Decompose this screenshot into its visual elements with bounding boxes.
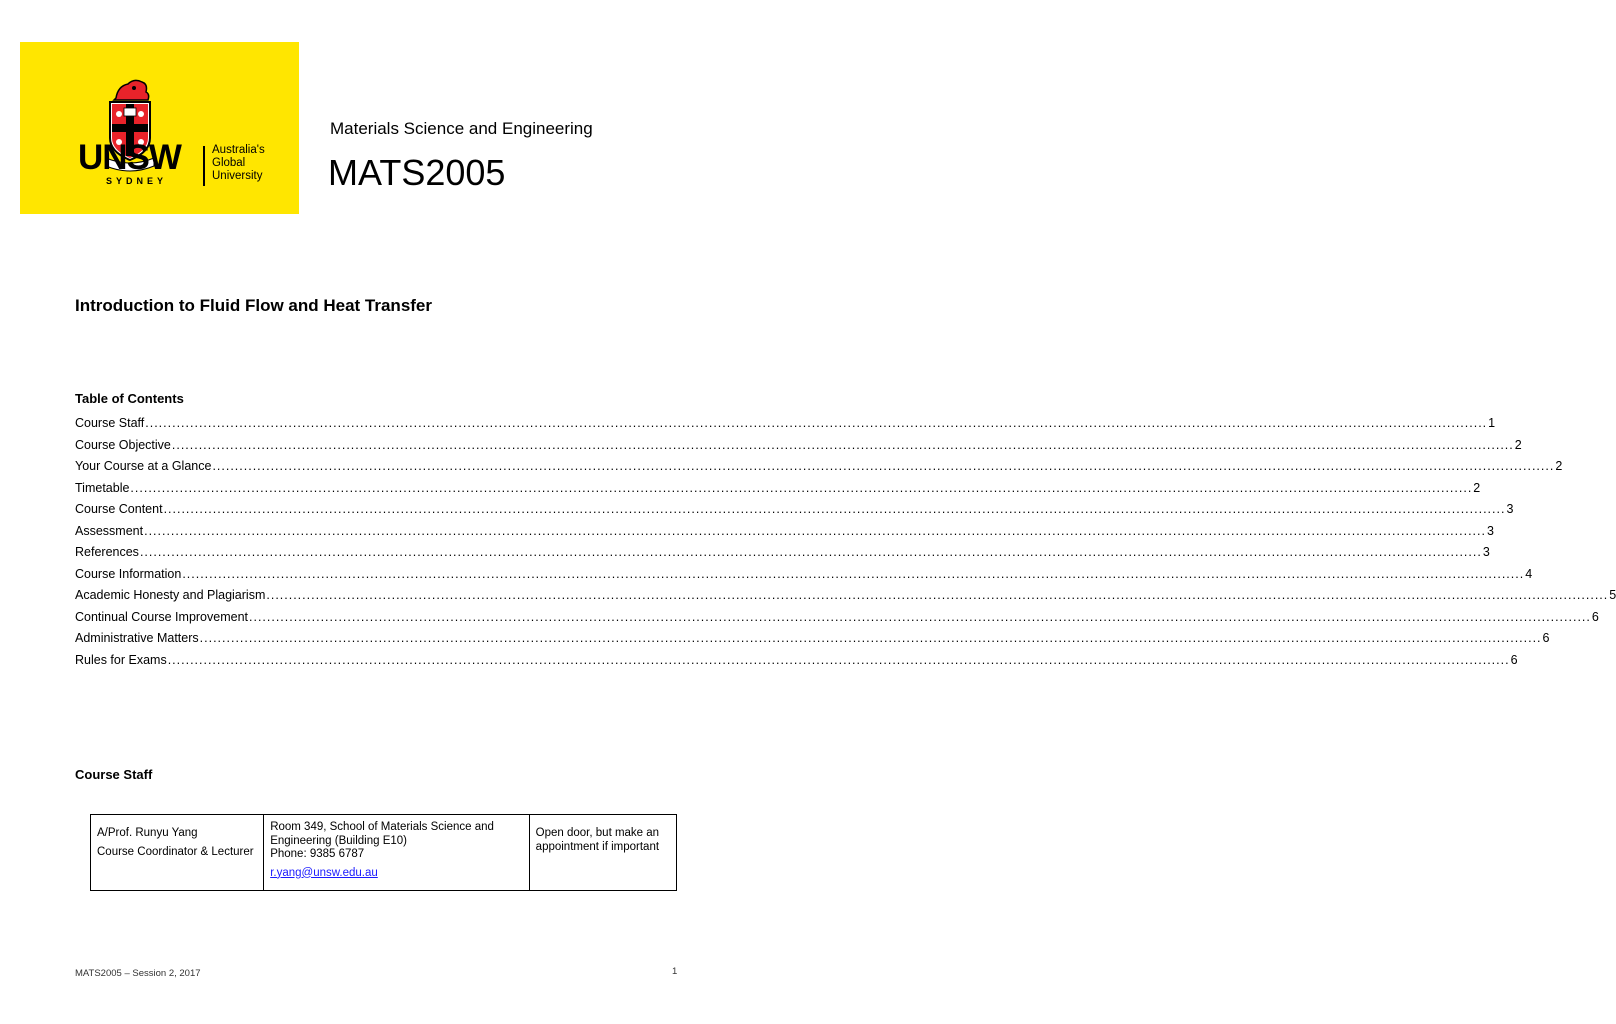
toc-entry-label: Assessment [75, 523, 144, 538]
toc-leader-dots: ............................................................................................................................................................................................................................................................................................................ [199, 631, 1542, 645]
toc-leader-dots: ............................................................................................................................................................................................................................................................................................................ [171, 437, 1514, 452]
toc-entry-page: 3 [1506, 502, 1514, 516]
toc-entry-label: Course Information [75, 566, 182, 581]
toc-entry-page: 6 [1542, 631, 1550, 645]
toc-entry[interactable] [75, 499, 1514, 521]
toc-entry[interactable] [75, 564, 1533, 586]
footer-course-session: MATS2005 – Session 2, 2017 [75, 968, 201, 979]
course-staff-heading: Course Staff [75, 767, 153, 782]
toc-entry-label: Academic Honesty and Plagiarism [75, 588, 266, 602]
toc-leader-dots: ............................................................................................................................................................................................................................................................................................................ [266, 588, 1609, 602]
logo-divider [203, 146, 205, 186]
table-row [91, 815, 677, 891]
toc-entry[interactable] [75, 435, 1522, 457]
staff-phone: Phone: 9385 6787 [270, 848, 365, 860]
toc-entry[interactable] [75, 542, 1490, 564]
staff-name-cell [91, 815, 264, 891]
toc-entry-label: References [75, 545, 139, 559]
consultation-cell [529, 815, 676, 891]
toc-entry-label: Course Objective [75, 437, 171, 452]
toc-entry-page: 2 [1555, 459, 1563, 473]
unsw-wordmark: UNSW [78, 138, 181, 177]
toc-entry-page: 5 [1609, 588, 1616, 602]
staff-location: Room 349, School of Materials Science and Engineering (Building E10) [270, 821, 494, 847]
staff-name: A/Prof. Runyu Yang [97, 827, 198, 839]
toc-leader-dots: ............................................................................................................................................................................................................................................................................................................ [212, 459, 1555, 473]
toc-entry-label: Rules for Exams [75, 652, 167, 667]
toc-entry-label: Course Content [75, 502, 163, 516]
toc-entry-page: 3 [1482, 545, 1490, 559]
toc-leader-dots: ............................................................................................................................................................................................................................................................................................................ [182, 566, 1525, 581]
toc-entry-page: 2 [1514, 437, 1522, 452]
toc-leader-dots: ............................................................................................................................................................................................................................................................................................................ [167, 652, 1510, 667]
logo-tagline: Australia's Global University [212, 144, 265, 182]
toc-entry[interactable] [75, 585, 1616, 607]
toc-entry[interactable] [75, 650, 1518, 672]
toc-entry[interactable] [75, 628, 1550, 650]
toc-entry[interactable] [75, 521, 1494, 543]
course-title: Introduction to Fluid Flow and Heat Transfer [75, 296, 432, 315]
toc-leader-dots: ............................................................................................................................................................................................................................................................................................................ [139, 545, 1482, 559]
staff-email-link[interactable]: r.yang@unsw.edu.au [270, 866, 378, 879]
footer-page-number: 1 [672, 966, 678, 977]
toc-leader-dots: ............................................................................................................................................................................................................................................................................................................ [130, 480, 1473, 495]
toc-entry[interactable] [75, 456, 1563, 478]
toc-entry-label: Course Staff [75, 416, 145, 430]
course-code: MATS2005 [328, 152, 506, 193]
toc-entry[interactable] [75, 413, 1496, 435]
toc-entry-page: 6 [1510, 652, 1518, 667]
unsw-logo [20, 42, 299, 214]
course-staff-table [90, 814, 677, 891]
toc-entry-page: 2 [1473, 480, 1481, 495]
toc-entry-label: Your Course at a Glance [75, 459, 212, 473]
toc-leader-dots: ............................................................................................................................................................................................................................................................................................................ [163, 502, 1506, 516]
toc-entry[interactable] [75, 607, 1599, 629]
toc-leader-dots: ............................................................................................................................................................................................................................................................................................................ [145, 416, 1488, 430]
toc-leader-dots: ............................................................................................................................................................................................................................................................................................................ [249, 609, 1591, 624]
toc-heading: Table of Contents [75, 391, 184, 406]
toc-entry-page: 6 [1591, 609, 1599, 624]
toc-entry-page: 4 [1525, 566, 1533, 581]
toc-entry-page: 3 [1486, 523, 1494, 538]
toc-entry-page: 1 [1488, 416, 1496, 430]
staff-role: Course Coordinator & Lecturer [97, 845, 254, 858]
toc-entry-label: Timetable [75, 480, 130, 495]
consultation-text: Open door, but make an appointment if important [535, 827, 660, 853]
toc-entry[interactable] [75, 478, 1481, 500]
staff-contact-cell [264, 815, 529, 891]
toc-entry-label: Administrative Matters [75, 631, 199, 645]
table-of-contents [75, 413, 1616, 671]
sydney-label: SYDNEY [106, 176, 168, 186]
toc-leader-dots: ............................................................................................................................................................................................................................................................................................................ [144, 523, 1486, 538]
toc-entry-label: Continual Course Improvement [75, 609, 248, 624]
department-name: Materials Science and Engineering [330, 119, 593, 138]
